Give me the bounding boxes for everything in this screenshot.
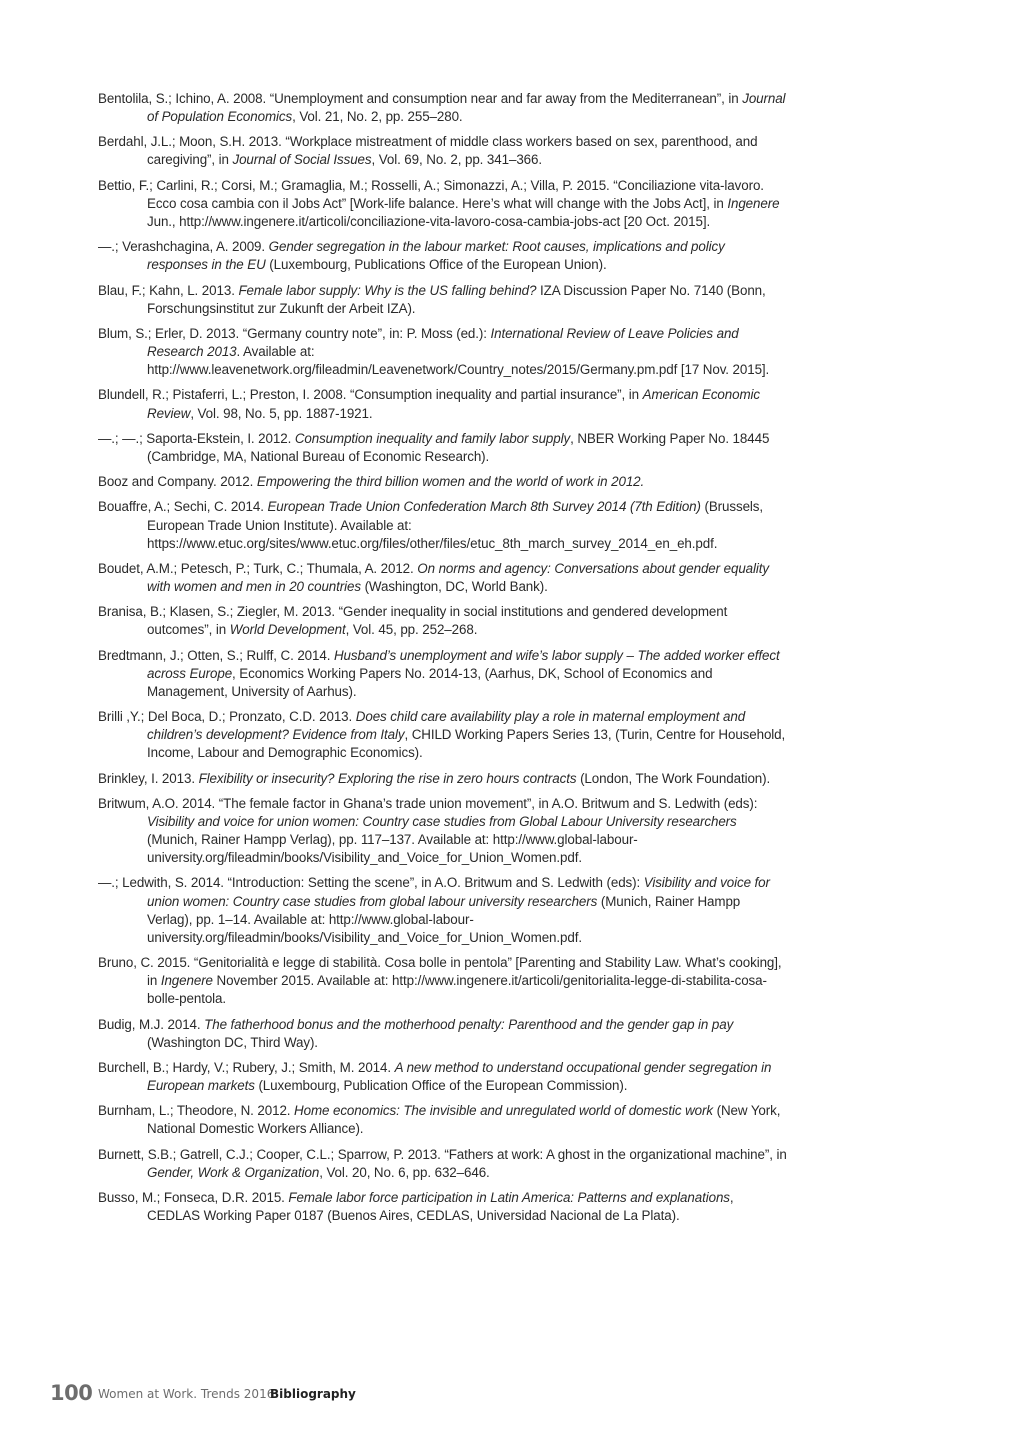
reference-entry: Burnham, L.; Theodore, N. 2012. Home economics: The invisible and unregulated world of domestic work (New York, National Domestic Workers Alliance). — [98, 1103, 781, 1137]
bibliography-list — [98, 90, 788, 1232]
reference-entry: Bentolila, S.; Ichino, A. 2008. “Unemployment and consumption near and far away from the Mediterranean”, in Journal of Population Economics, Vol. 21, No. 2, pp. 255–280. — [98, 91, 786, 125]
reference-entry: —.; Ledwith, S. 2014. “Introduction: Setting the scene”, in A.O. Britwum and S. Ledwith (eds): Visibility and voice for union women: Country case studies from global labour university researchers (Munich, Rainer Hampp Verlag), pp. 1–14. Available at: http://www.global-labour-university.org/fileadmin/books/Visibility_and_Voice_for_Union_Women.pdf. — [98, 875, 770, 945]
reference-entry: Bettio, F.; Carlini, R.; Corsi, M.; Gramaglia, M.; Rosselli, A.; Simonazzi, A.; Villa, P. 2015. “Conciliazione vita-lavoro. Ecco cosa cambia con il Jobs Act” [Work-life balance. Here’s what will change with the Jobs Act], in Ingenere Jun., http://www.ingenere.it/articoli/conciliazione-vita-lavoro-cosa-cambia-jobs-act [20 Oct. 2015]. — [98, 177, 780, 229]
reference-entry: Britwum, A.O. 2014. “The female factor in Ghana’s trade union movement”, in A.O. Britwum and S. Ledwith (eds): Visibility and voice for union women: Country case studies from Global Labour University researchers (Munich, Rainer Hampp Verlag), pp. 117–137. Available at: http://www.global-labour-university.org/fileadmin/books/Visibility_and_Voice_for_Union_Women.pdf. — [98, 795, 758, 866]
reference-entry: Bouaffre, A.; Sechi, C. 2014. European Trade Union Confederation March 8th Survey 2014 (7th Edition) (Brussels, European Trade Union Institute). Available at: https://www.etuc.org/sites/www.etuc.org/files/other/files/etuc_8th_march_survey_2014_en_eh.pdf. — [98, 499, 764, 551]
reference-entry: Burchell, B.; Hardy, V.; Rubery, J.; Smith, M. 2014. A new method to understand occupational gender segregation in European markets (Luxembourg, Publication Office of the European Commission). — [98, 1059, 772, 1093]
reference-entry: —.; —.; Saporta-Ekstein, I. 2012. Consumption inequality and family labor supply, NBER Working Paper No. 18445 (Cambridge, MA, National Bureau of Economic Research). — [98, 430, 770, 464]
publication-title: Women at Work. Trends 2016 — [98, 1387, 275, 1401]
reference-entry: Booz and Company. 2012. Empowering the third billion women and the world of work in 2012. — [98, 474, 645, 490]
reference-entry: Busso, M.; Fonseca, D.R. 2015. Female labor force participation in Latin America: Patterns and explanations, CEDLAS Working Paper 0187 (Buenos Aires, CEDLAS, Universidad Nacional de La Plata). — [98, 1190, 734, 1224]
reference-entry: Blum, S.; Erler, D. 2013. “Germany country note”, in: P. Moss (ed.): International Review of Leave Policies and Research 2013. Available at: http://www.leavenetwork.org/fileadmin/Leavenetwork/Country_notes/2015/Germany.pm.pdf [17 Nov. 2015]. — [98, 325, 770, 378]
reference-entry: Blundell, R.; Pistaferri, L.; Preston, I. 2008. “Consumption inequality and partial insurance”, in American Economic Review, Vol. 98, No. 5, pp. 1887-1921. — [98, 387, 760, 421]
page-number: 100 — [50, 1381, 93, 1405]
reference-entry: Branisa, B.; Klasen, S.; Ziegler, M. 2013. “Gender inequality in social institutions and gendered development outcomes”, in World Development, Vol. 45, pp. 252–268. — [98, 604, 728, 638]
reference-entry: Brinkley, I. 2013. Flexibility or insecurity? Exploring the rise in zero hours contracts (London, The Work Foundation). — [98, 770, 771, 786]
reference-entry: Blau, F.; Kahn, L. 2013. Female labor supply: Why is the US falling behind? IZA Discussion Paper No. 7140 (Bonn, Forschungsinstitut zur Zukunft der Arbeit IZA). — [98, 282, 766, 316]
reference-entry: Bruno, C. 2015. “Genitorialità e legge di stabilità. Cosa bolle in pentola” [Parenting and Stability Law. What’s cooking], in Ingenere November 2015. Available at: http://www.ingenere.it/articoli/genitorialita-legge-di-stabilita-cosa-bolle-pentola. — [98, 955, 782, 1007]
reference-entry: Bredtmann, J.; Otten, S.; Rulff, C. 2014. Husband’s unemployment and wife’s labor supply – The added worker effect across Europe, Economics Working Papers No. 2014-13, (Aarhus, DK, School of Economics and Management, University of Aarhus). — [98, 647, 780, 699]
reference-entry: Burnett, S.B.; Gatrell, C.J.; Cooper, C.L.; Sparrow, P. 2013. “Fathers at work: A ghost in the organizational machine”, in Gender, Work & Organization, Vol. 20, No. 6, pp. 632–646. — [98, 1146, 787, 1180]
reference-entry: Berdahl, J.L.; Moon, S.H. 2013. “Workplace mistreatment of middle class workers based on sex, parenthood, and caregiving”, in Journal of Social Issues, Vol. 69, No. 2, pp. 341–366. — [98, 134, 758, 168]
section-name: Bibliography — [270, 1387, 356, 1401]
reference-entry: —.; Verashchagina, A. 2009. Gender segregation in the labour market: Root causes, implications and policy responses in the EU (Luxembourg, Publications Office of the European Union). — [98, 239, 725, 273]
reference-entry: Budig, M.J. 2014. The fatherhood bonus and the motherhood penalty: Parenthood and the gender gap in pay (Washington DC, Third Way). — [98, 1016, 734, 1050]
reference-entry: Brilli ,Y.; Del Boca, D.; Pronzato, C.D. 2013. Does child care availability play a role in maternal employment and children’s development? Evidence from Italy, CHILD Working Papers Series 13, (Turin, Centre for Household, Income, Labour and Demographic Economics). — [98, 709, 786, 761]
reference-entry: Boudet, A.M.; Petesch, P.; Turk, C.; Thumala, A. 2012. On norms and agency: Conversations about gender equality with women and men in 20 countries (Washington, DC, World Bank). — [98, 560, 769, 595]
